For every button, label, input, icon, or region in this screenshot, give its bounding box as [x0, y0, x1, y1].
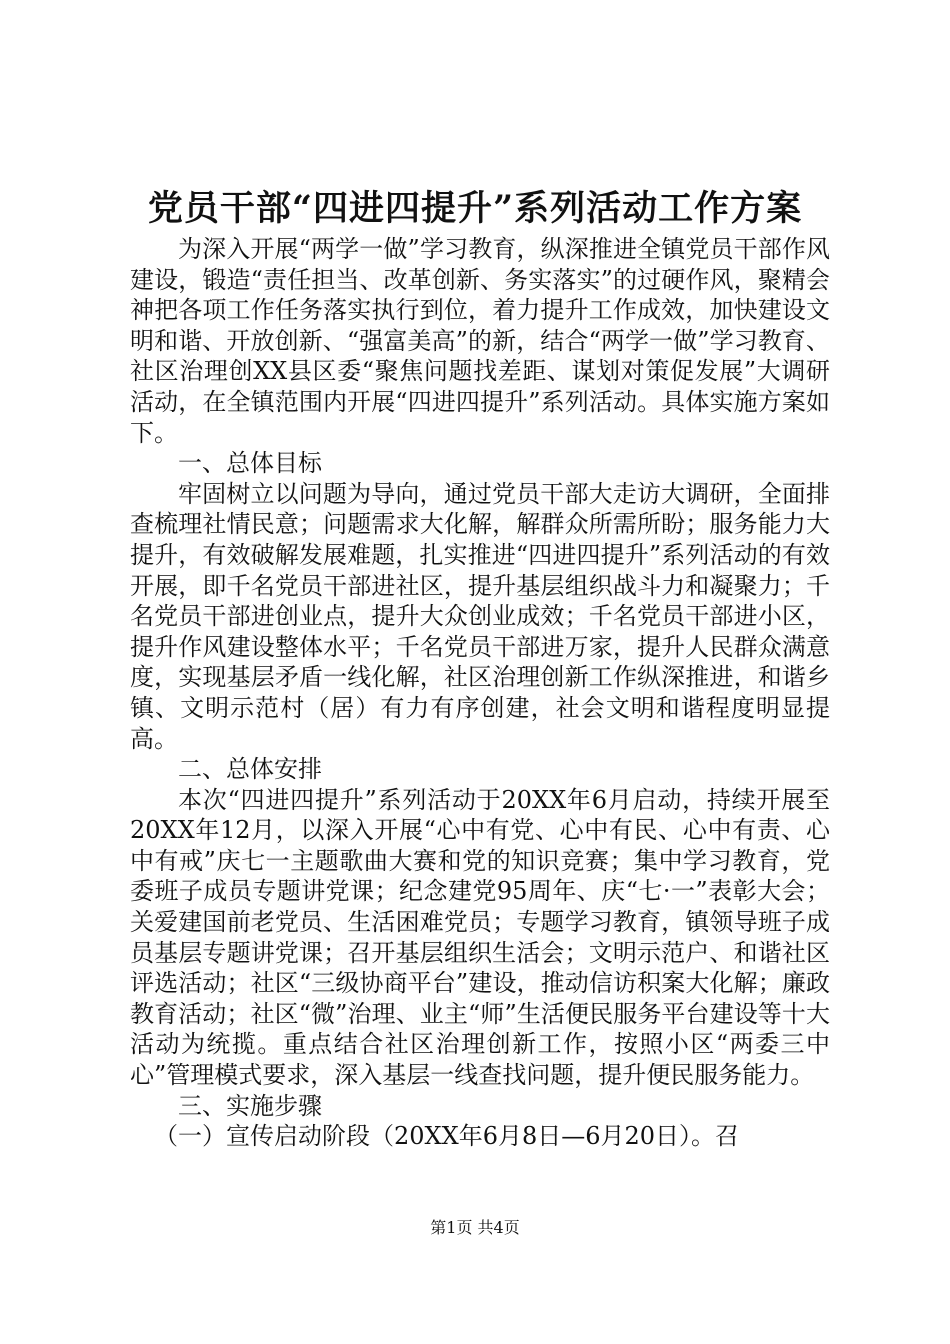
step-one-paragraph: （一）宣传启动阶段（20XX年6月8日—6月20日）。召 — [154, 1122, 740, 1151]
intro-paragraph: 为深入开展“两学一做”学习教育，纵深推进全镇党员干部作风建设，锻造“责任担当、改革创新、务实落实”的过硬作风，聚精会神把各项工作任务落实执行到位，着力提升工作成效，加快建设文明和谐、开放创新、“强富美高”的新，结合“两学一做”学习教育、社区治理创XX县区委“聚焦问题找差距、谋划对策促发展”大调研活动，在全镇范围内开展“四进四提升”系列活动。具体实施方案如下。 — [130, 235, 830, 447]
section-heading-arrangement: 二、总体安排 — [178, 755, 322, 784]
goals-paragraph: 牢固树立以问题为导向，通过党员干部大走访大调研，全面排查梳理社情民意；问题需求大化解，解群众所需所盼；服务能力大提升，有效破解发展难题，扎实推进“四进四提升”系列活动的有效开展，即千名党员干部进社区，提升基层组织战斗力和凝聚力；千名党员干部进创业点，提升大众创业成效；千名党员干部进小区，提升作风建设整体水平；千名党员干部进万家，提升人民群众满意度，实现基层矛盾一线化解，社区治理创新工作纵深推进，和谐乡镇、文明示范村（居）有力有序创建，社会文明和谐程度明显提高。 — [130, 479, 830, 753]
arrangement-paragraph: 本次“四进四提升”系列活动于20XX年6月启动，持续开展至20XX年12月，以深入开展“心中有党、心中有民、心中有责、心中有戒”庆七一主题歌曲大赛和党的知识竞赛；集中学习教育，党委班子成员专题讲党课；纪念建党95周年、庆“七·一”表彰大会；关爱建国前老党员、生活困难党员；专题学习教育，镇领导班子成员基层专题讲党课；召开基层组织生活会；文明示范户、和谐社区评选活动；社区“三级协商平台”建设，推动信访积案大化解；廉政教育活动；社区“微”治理、业主“师”生活便民服务平台建设等十大活动为统揽。重点结合社区治理创新工作，按照小区“两委三中心”管理模式要求，深入基层一线查找问题，提升便民服务能力。 — [130, 785, 830, 1090]
section-heading-goals: 一、总体目标 — [178, 449, 322, 478]
page-number-footer: 第1页 共4页 — [430, 1218, 520, 1237]
document-body — [130, 234, 830, 1152]
section-heading-steps: 三、实施步骤 — [178, 1091, 322, 1120]
document-title: 党员干部“四进四提升”系列活动工作方案 — [147, 188, 803, 229]
